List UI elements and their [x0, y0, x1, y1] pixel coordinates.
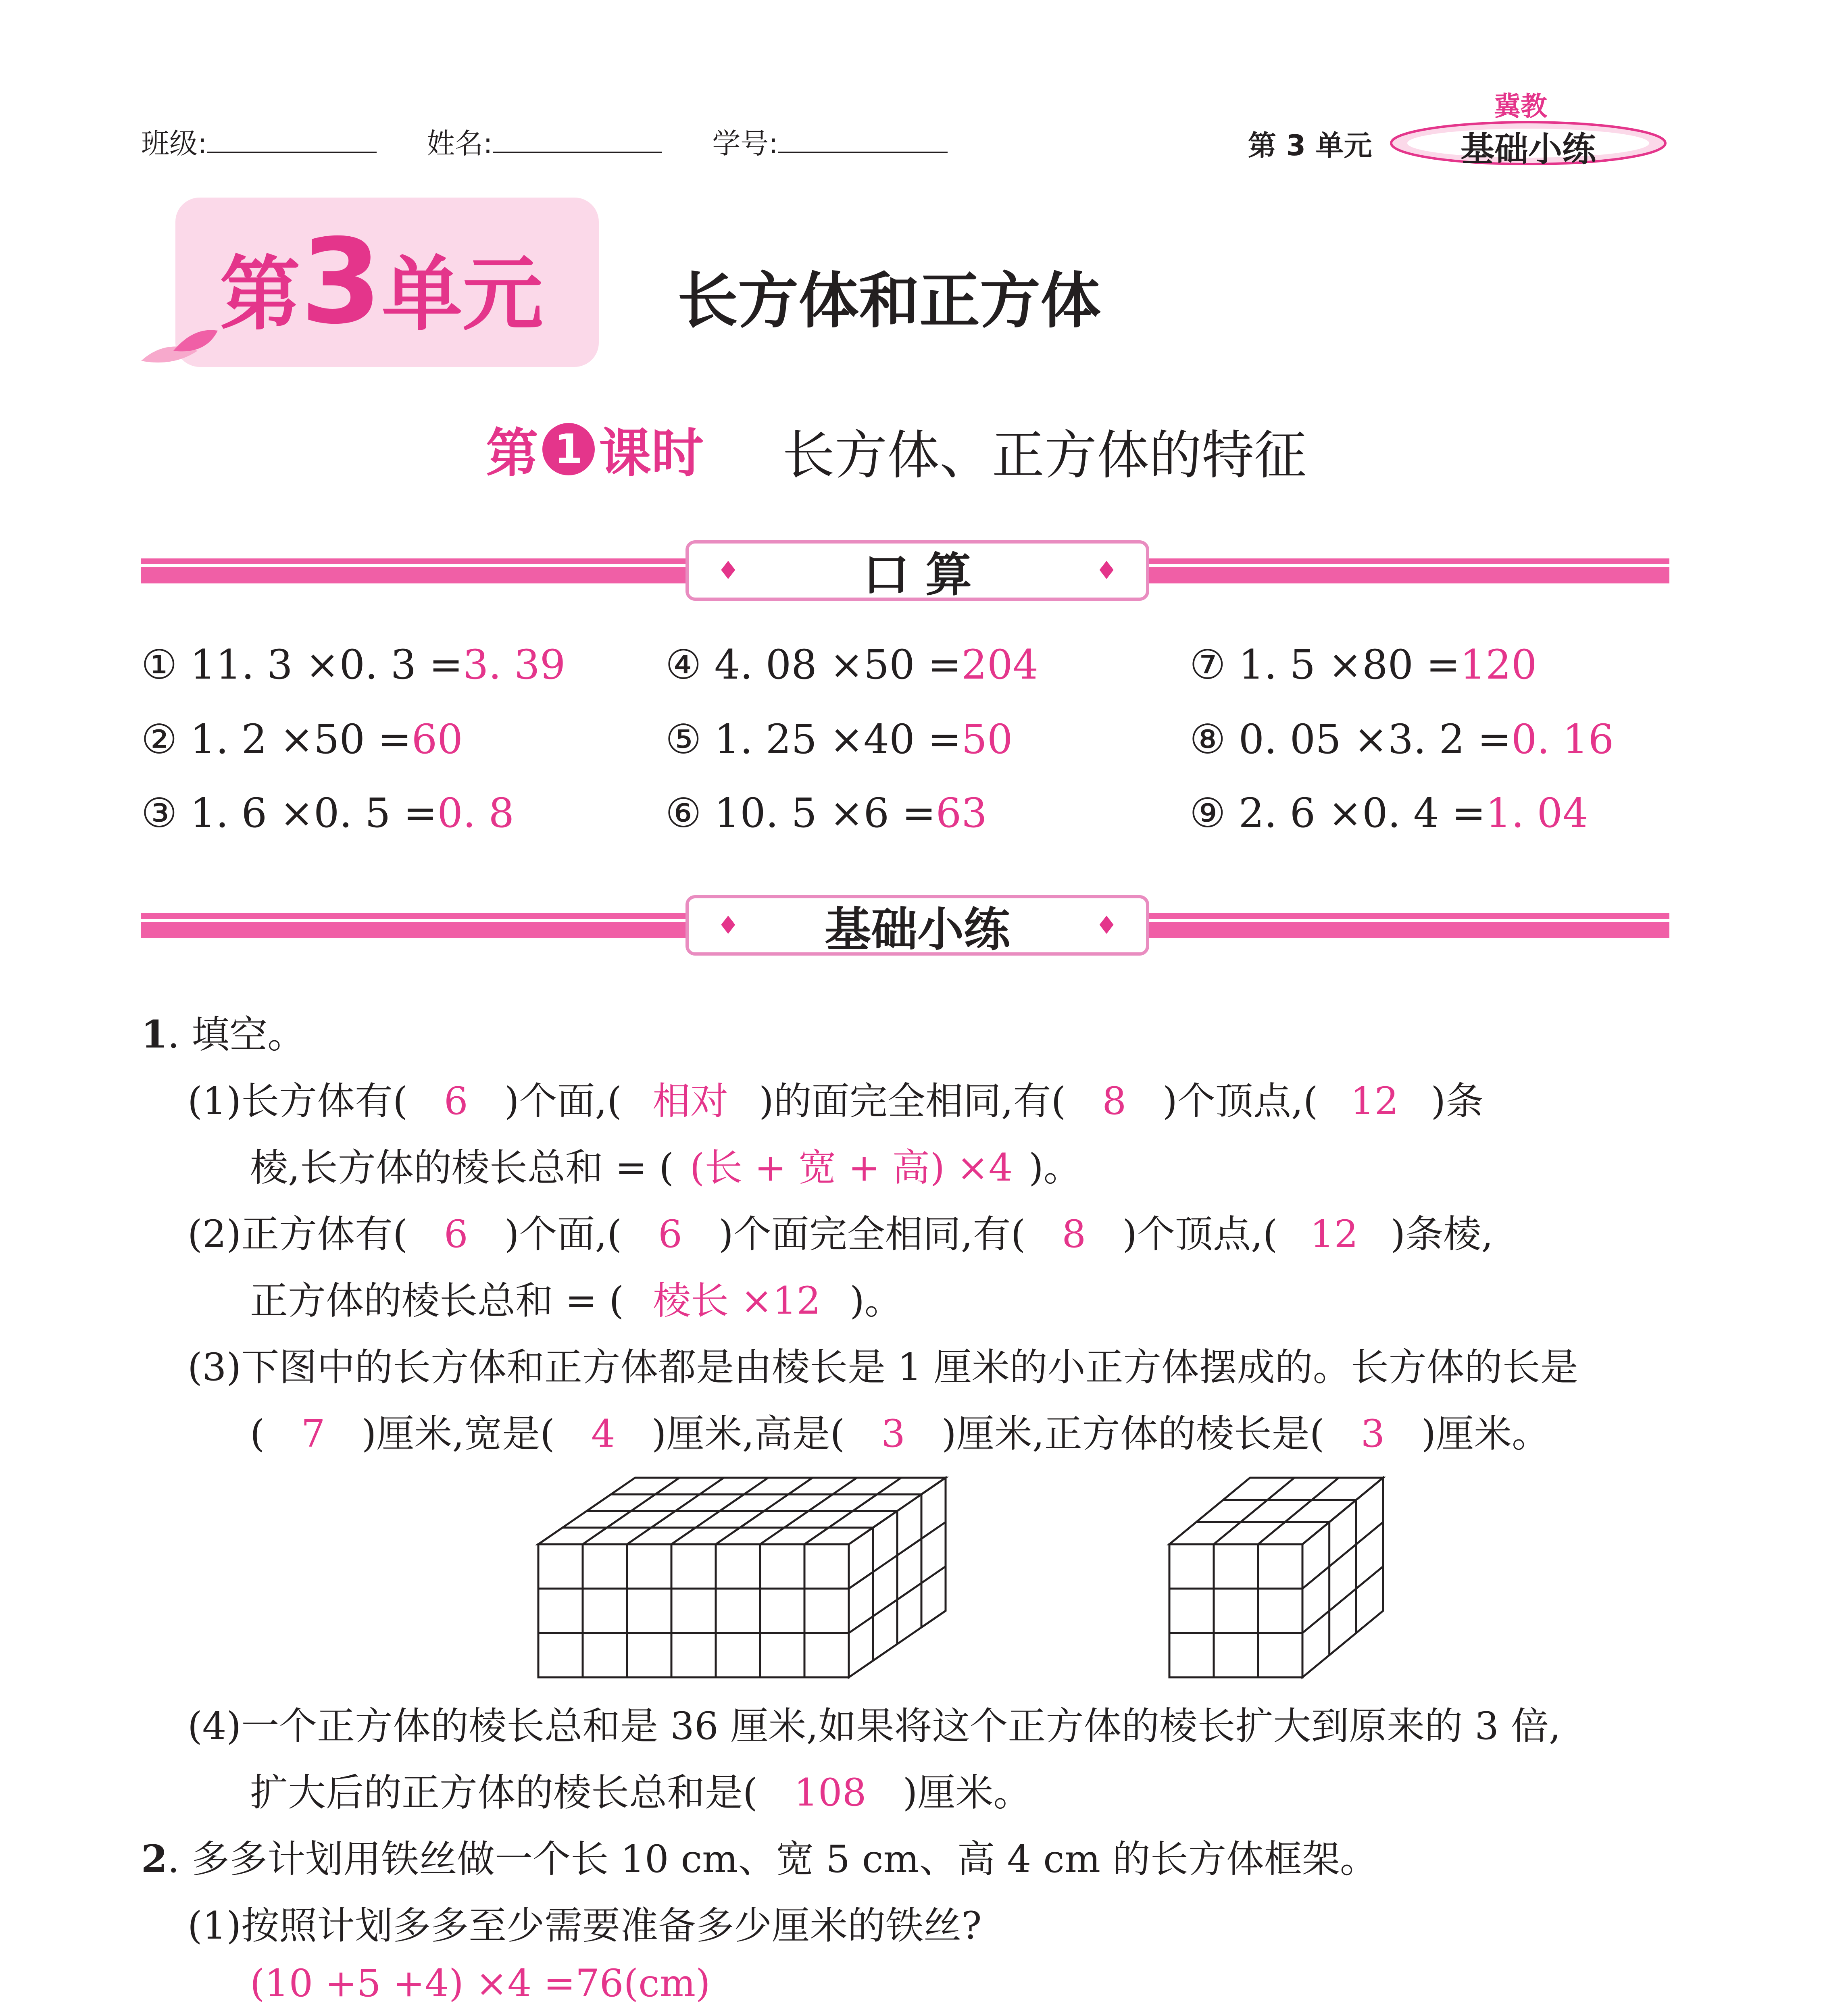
- answer: (长 + 宽 + 高) ×4: [690, 1146, 1013, 1190]
- unit-badge-suffix: 单元: [381, 248, 543, 342]
- q1-p4-line1: (4)一个正方体的棱长总和是 36 厘米,如果将这个正方体的棱长扩大到原来的 3 倍,: [188, 1704, 1561, 1748]
- section-title-mental: [685, 540, 1149, 601]
- header-fields: [141, 121, 948, 162]
- answer: 6: [658, 1212, 682, 1256]
- answer: 12: [1350, 1079, 1399, 1123]
- q1-p3-line1: (3)下图中的长方体和正方体都是由棱长是 1 厘米的小正方体摆成的。长方体的长是: [188, 1345, 1578, 1389]
- q1-p1-line2: 棱,长方体的棱长总和 = ( (长 + 宽 + 高) ×4 )。: [250, 1137, 1081, 1191]
- unit-badge-number: 3: [300, 214, 382, 350]
- q1-title: [141, 1004, 305, 1058]
- lesson-suffix: 课时: [599, 423, 704, 484]
- mental-item: ⑨ 2. 6 ×0. 4 =1. 04: [1190, 789, 1588, 837]
- answer: 6: [444, 1212, 468, 1256]
- answer: 63: [936, 789, 987, 837]
- answer: 12: [1310, 1212, 1358, 1256]
- answer: 60: [411, 716, 463, 763]
- section-title-basic-text: 基础小练: [824, 902, 1010, 957]
- mental-item: ① 11. 3 ×0. 3 =3. 39: [141, 641, 566, 688]
- name-label: 姓名:: [427, 127, 493, 160]
- answer: 1. 04: [1486, 789, 1588, 837]
- unit-badge-text: [220, 214, 543, 350]
- mental-item: ⑦ 1. 5 ×80 =120: [1190, 641, 1537, 688]
- answer: 相对: [652, 1079, 729, 1123]
- q1-title-text: . 填空。: [167, 1013, 306, 1057]
- diamond-icon: ♦: [1095, 910, 1118, 940]
- q2-title: [141, 1829, 1378, 1883]
- answer: 108: [794, 1771, 867, 1815]
- section-title-basic: [685, 895, 1149, 956]
- q1-p1-line1: (1)长方体有( 6 )个面,( 相对 )的面完全相同,有( 8 )个顶点,( 12 )条: [188, 1070, 1483, 1125]
- answer: 3. 39: [463, 641, 566, 688]
- answer: 7: [301, 1412, 325, 1456]
- answer: 50: [961, 716, 1013, 763]
- header-unit-label: 第 3 单元: [1248, 129, 1372, 162]
- mental-item: ⑧ 0. 05 ×3. 2 =0. 16: [1190, 716, 1614, 763]
- answer: 120: [1460, 641, 1537, 688]
- q1-p2-line1: (2)正方体有( 6 )个面,( 6 )个面完全相同,有( 8 )个顶点,( 12 )条棱,: [188, 1212, 1494, 1256]
- lesson-title: 长方体、正方体的特征: [782, 425, 1307, 486]
- diamond-icon: ♦: [717, 556, 740, 585]
- answer: 6: [444, 1079, 468, 1123]
- mental-item: ④ 4. 08 ×50 =204: [665, 641, 1039, 688]
- answer: 4: [591, 1412, 615, 1456]
- q1-p2-line2: 正方体的棱长总和 = ( 棱长 ×12 )。: [250, 1270, 902, 1325]
- q2-title-text: . 多多计划用铁丝做一个长 10 cm、宽 5 cm、高 4 cm 的长方体框架。: [167, 1837, 1378, 1881]
- lesson-badge: [486, 411, 704, 487]
- q1-p3-line2: ( 7 )厘米,宽是( 4 )厘米,高是( 3 )厘米,正方体的棱长是( 3 )厘米。: [250, 1412, 1550, 1456]
- mental-item: ⑥ 10. 5 ×6 =63: [665, 789, 987, 837]
- header-publisher: 冀教: [1494, 91, 1547, 122]
- id-label: 学号:: [712, 127, 778, 160]
- q1-p4-line2: 扩大后的正方体的棱长总和是( 108 )厘米。: [250, 1771, 1031, 1815]
- class-label: 班级:: [141, 127, 207, 160]
- q2-s1-calc: (10 +5 +4) ×4 =76(cm): [250, 1962, 710, 2006]
- unit-title: 长方体和正方体: [677, 266, 1101, 336]
- q1-number: 1: [141, 1012, 168, 1057]
- answer: 棱长 ×12: [653, 1279, 821, 1323]
- cube-figure: [1163, 1472, 1389, 1681]
- unit-badge-prefix: 第: [220, 248, 301, 342]
- leaf-icon: [137, 323, 222, 371]
- id-field[interactable]: [778, 148, 948, 153]
- answer: 3: [1361, 1412, 1385, 1456]
- mental-item: ⑤ 1. 25 ×40 =50: [665, 716, 1013, 763]
- answer: 8: [1062, 1212, 1086, 1256]
- mental-item: ③ 1. 6 ×0. 5 =0. 8: [141, 789, 515, 837]
- section-title-mental-text: 口 算: [863, 548, 972, 602]
- q2-s1-question: (1)按照计划多多至少需要准备多少厘米的铁丝?: [188, 1904, 982, 1948]
- unit-badge: [175, 198, 599, 367]
- answer: 0. 8: [437, 789, 515, 837]
- diamond-icon: ♦: [717, 910, 740, 940]
- q2-number: 2: [141, 1837, 168, 1881]
- series-logo-text: 基础小练: [1460, 129, 1596, 169]
- answer: 0. 16: [1511, 716, 1614, 763]
- lesson-prefix: 第: [486, 423, 539, 484]
- mental-item: ② 1. 2 ×50 =60: [141, 716, 463, 763]
- answer: 3: [881, 1412, 906, 1456]
- class-field[interactable]: [207, 148, 377, 153]
- diamond-icon: ♦: [1095, 556, 1118, 585]
- series-logo: [1387, 119, 1669, 167]
- name-field[interactable]: [493, 148, 662, 153]
- lesson-number: 1: [542, 423, 595, 475]
- answer: 204: [961, 641, 1039, 688]
- answer: 8: [1102, 1079, 1127, 1123]
- cuboid-figure: [532, 1472, 956, 1681]
